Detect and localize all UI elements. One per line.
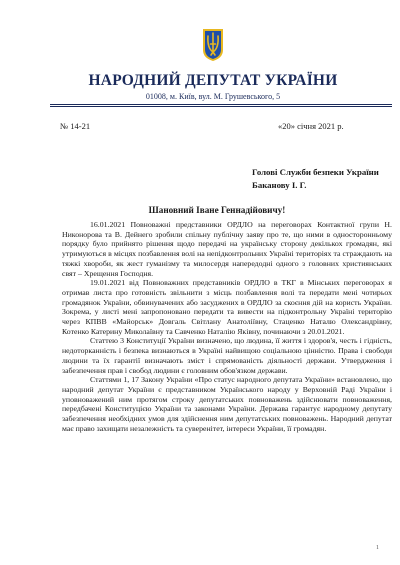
- recipient-name: Баканову І. Г.: [252, 179, 307, 190]
- body-paragraph: 16.01.2021 Повноважні представники ОРДЛО на переговорах Контактної групи Н. Никонорова та В. Дейнего зробили спільну публічну заяву про те, що ними в односторонньому порядку було прийнято рішення щодо передачі на українську сторону декількох громадян, які утримуються в місцях позбавлення волі на непідконтрольних Україні територіях та страждають на тяжкі хвороби, як жест гуманізму та милосердя напередодні одного з головних християнських свят – Хрещення Господня.: [62, 220, 392, 278]
- recipient-position: Голові Служби безпеки України: [252, 167, 379, 177]
- body-paragraph: Статтями 1, 17 Закону України «Про статус народного депутата України» встановлено, що народний депутат України є представником Українського народу у Верховній Раді України і уповноважений ним протягом строку депутатських повноважень здійснювати повноваження, передбачені Конституцією України та законами України. Держава гарантує народному депутату забезпечення необхідних умов для здійснення ним депутатських повноважень. Народний депутат має право захищати незалежність та суверенітет, інтереси України, її громадян.: [62, 375, 392, 433]
- letter-number: № 14-21: [60, 121, 91, 131]
- trident-coat-of-arms-icon: [202, 28, 224, 62]
- letter-body: [62, 220, 392, 433]
- body-paragraph: Статтею 3 Конституції України визначено, що людина, її життя і здоров'я, честь і гідність, недоторканність і безпека визнаються в Україні найвищою соціальною цінністю. Права і свободи людини та їх гарантії визначають зміст і спрямованість діяльності держави. Утвердження і забезпечення прав і свобод людини є головним обов'язком держави.: [62, 336, 392, 375]
- recipient-block: [252, 166, 379, 191]
- salutation: Шановний Іване Геннадійовичу!: [148, 205, 286, 215]
- body-paragraph: 19.01.2021 від Повноважних представників ОРДЛО в ТКГ в Мінських переговорах я отримав листа про готовність звільнити з місць позбавлення волі та передати мені чотирьох громадянок України, обвинувачених або засуджених в ОРДЛО за скоєння дій на користь України. Зокрема, у листі мені запропоновано передати та вивести на підконтрольну Україні територію через КПВВ «Майорськ» Довгаль Світлану Анатоліївну, Стаценко Наталю Олександрівну, Котенко Катерину Миколаївну та Савченко Наталію Яківну, починаючи з 20.01.2021.: [62, 278, 392, 336]
- letterhead-address: 01008, м. Київ, вул. М. Грушевського, 5: [145, 92, 281, 101]
- letterhead-divider-thin: [50, 106, 392, 107]
- page-number: 1: [376, 545, 379, 551]
- letter-date: «20» січня 2021 р.: [278, 121, 344, 131]
- letterhead-divider: [50, 104, 392, 105]
- letterhead-title: НАРОДНИЙ ДЕПУТАТ УКРАЇНИ: [88, 72, 338, 89]
